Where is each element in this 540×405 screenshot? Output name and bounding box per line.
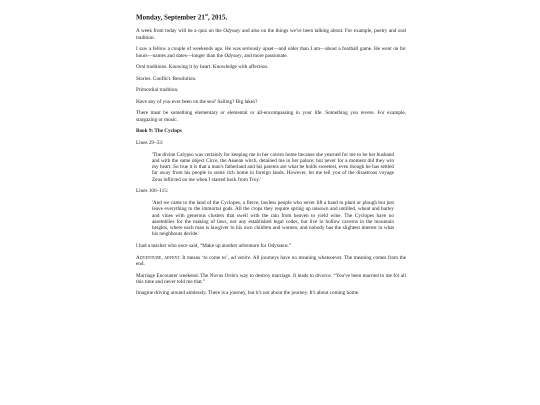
text-run: . It means ‘to come to’, — [179, 254, 231, 261]
block-quote-cyclopes: 'And we came to the land of the Cyclopes, a fierce, lawless people who never lift a hand to plant or plough but just leave everything to the immortal gods. All the crops they require spring up unsown and untilled, wheat and barley and vines with generous clusters that swell with the rain from heaven to yield wine. The Cyclopes have no assemblies for the making of laws, nor any established legal codes, but live in hollow caverns in the mountain heights, where each man is lawgiver to his own children and women, and nobody has the slightest interest in what his neighbours decide.' — [152, 199, 394, 238]
block-quote-calypso: 'The divine Calypso was certainly for keeping me in her cavern home because she yearned for me to be her husband and with the same object Circe, the Aeaean witch, detained me in her palace; but never for a moment did they win my heart. So true it is that a man's fatherland and his parents are what he holds sweetest, even though he has settled far away from his people in some rich home in foreign lands. However, let me tell you of the disastrous voyage Zeus inflicted on me when I started back from Troy.' — [152, 151, 394, 183]
smallcaps-italic-term: advent — [164, 254, 180, 261]
page-title — [136, 10, 406, 22]
title-day: Monday, September 21 — [136, 13, 205, 22]
paragraph-adventure — [136, 255, 406, 268]
paragraph-stories: Stories. Conflict. Resolution. — [136, 75, 197, 82]
text-run: , and more passionate. — [241, 52, 288, 59]
text-run: I saw a fellow a couple of weekends ago. He was seriously upset—and older than I am—about a football game. He went on for hours—names and dates—longer than the — [136, 46, 406, 59]
italic-title: Odyssey — [224, 52, 242, 59]
text-run: A week from today will be a quiz on the — [136, 28, 224, 35]
lines-label-1: Lines 29–33: — [136, 139, 164, 146]
title-year: , 2015. — [207, 13, 228, 22]
italic-phrase: ad venire — [230, 254, 251, 261]
text-run: and also on the things we've been talking about. For example, poetry and oral tradition. — [136, 28, 406, 41]
paragraph-marriage: Marriage Encounter weekend. The Novus Ordo's way to destroy marriage. It leads to divorce. “You've been married to me for all this time and never told me that.” — [136, 272, 406, 285]
paragraph-primordial: Primordial tradition. — [136, 87, 179, 94]
italic-title: Odyssey — [223, 28, 241, 35]
paragraph-elemental: There must be something elementary or elemental or all-encompassing in your life. Something you revere. For example, stargazing or music. — [136, 110, 406, 123]
paragraph-quiz — [136, 28, 406, 41]
text-run: , — [161, 254, 165, 261]
text-run: . All journeys have no meaning whatsoever. The meaning comes from the end. — [136, 254, 407, 267]
paragraph-teacher: I had a teacher who once said, “Make up another adventure for Odysseus.” — [136, 243, 292, 250]
paragraph-oral-traditions: Oral traditions. Knowing it by heart. Knowledge with affection. — [136, 64, 269, 71]
lines-label-2: Lines 106–115: — [136, 188, 169, 195]
smallcaps-term: Adventure — [136, 254, 162, 261]
section-heading: Book 9: The Cyclops — [136, 128, 182, 135]
paragraph-fellow — [136, 46, 406, 59]
document-page — [136, 10, 406, 302]
title-ordinal-suffix: st — [204, 12, 208, 17]
paragraph-imagine: Imagine driving around aimlessly. There is a journey, but it's not about the journey. It's about coming home. — [136, 290, 360, 297]
paragraph-sea: Have any of you ever been on the sea? Sailing? Big lakes? — [136, 98, 258, 105]
